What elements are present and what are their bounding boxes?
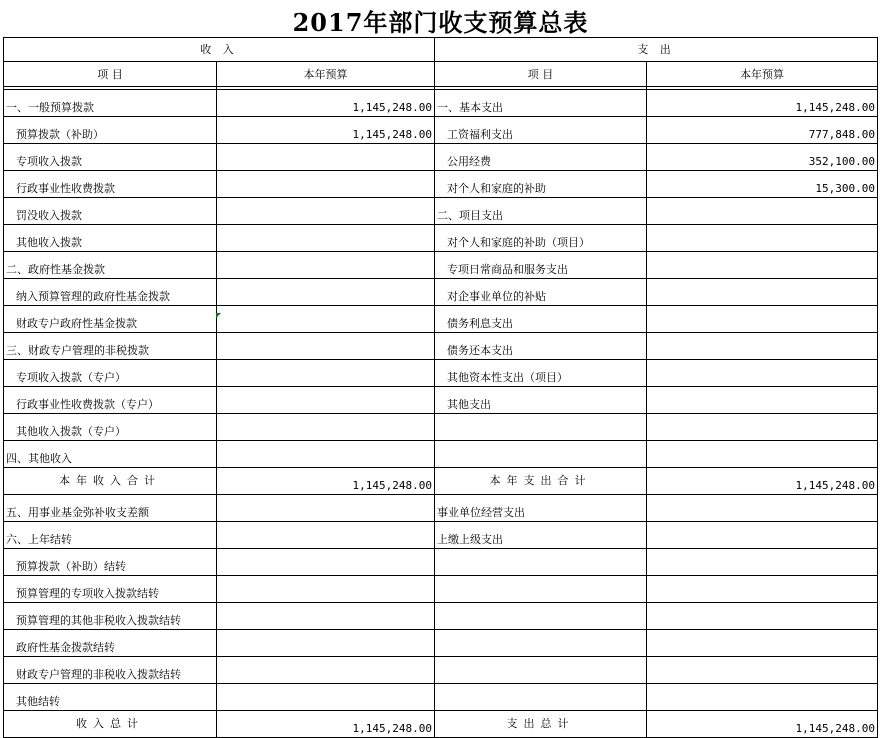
expense-budget-cell[interactable]	[647, 252, 878, 279]
income-item-cell[interactable]: 一、一般预算拨款	[4, 90, 217, 117]
expense-item-cell[interactable]: 债务利息支出	[435, 306, 647, 333]
income-item-cell[interactable]: 政府性基金拨款结转	[4, 630, 217, 657]
income-item-cell[interactable]: 四、其他收入	[4, 441, 217, 468]
income-header[interactable]: 收 入	[4, 38, 435, 62]
table-row	[4, 603, 878, 630]
expense-budget-cell[interactable]	[647, 522, 878, 549]
income-item-cell[interactable]: 三、财政专户管理的非税拨款	[4, 333, 217, 360]
expense-budget-cell[interactable]	[647, 333, 878, 360]
income-item-cell[interactable]: 专项收入拨款	[4, 144, 217, 171]
expense-budget-cell[interactable]	[647, 603, 878, 630]
expense-budget-cell[interactable]	[647, 387, 878, 414]
income-item-cell[interactable]: 预算管理的其他非税收入拨款结转	[4, 603, 217, 630]
expense-item-cell[interactable]: 其他资本性支出（项目）	[435, 360, 647, 387]
income-budget-cell[interactable]	[217, 414, 435, 441]
expense-budget-cell[interactable]	[647, 441, 878, 468]
expense-budget-cell[interactable]: 1,145,248.00	[647, 90, 878, 117]
expense-item-cell[interactable]: 二、项目支出	[435, 198, 647, 225]
expense-item-cell[interactable]: 债务还本支出	[435, 333, 647, 360]
expense-budget-cell[interactable]	[647, 549, 878, 576]
table-row	[4, 144, 878, 171]
table-row	[4, 711, 878, 738]
income-budget-cell[interactable]	[217, 279, 435, 306]
expense-budget-cell[interactable]	[647, 198, 878, 225]
table-row	[4, 657, 878, 684]
income-budget-cell[interactable]	[217, 576, 435, 603]
income-budget-cell[interactable]: 1,145,248.00	[217, 90, 435, 117]
income-budget-cell[interactable]	[217, 603, 435, 630]
expense-item-cell[interactable]	[435, 576, 647, 603]
income-budget-cell[interactable]	[217, 657, 435, 684]
income-item-header[interactable]: 项 目	[4, 62, 217, 87]
income-budget-cell[interactable]: 1,145,248.00	[217, 711, 435, 738]
income-item-cell[interactable]: 罚没收入拨款	[4, 198, 217, 225]
income-budget-cell[interactable]	[217, 549, 435, 576]
table-row	[4, 684, 878, 711]
expense-item-cell[interactable]	[435, 657, 647, 684]
income-budget-cell[interactable]	[217, 522, 435, 549]
income-budget-cell[interactable]	[217, 144, 435, 171]
table-row	[4, 387, 878, 414]
income-budget-cell[interactable]	[217, 225, 435, 252]
income-budget-cell[interactable]: 1,145,248.00	[217, 468, 435, 495]
expense-item-cell[interactable]	[435, 549, 647, 576]
table-row	[4, 495, 878, 522]
expense-item-cell[interactable]: 对个人和家庭的补助	[435, 171, 647, 198]
expense-item-cell[interactable]: 上缴上级支出	[435, 522, 647, 549]
table-row	[4, 360, 878, 387]
table-row	[4, 414, 878, 441]
expense-item-cell[interactable]: 其他支出	[435, 387, 647, 414]
income-item-cell[interactable]: 预算拨款（补助）结转	[4, 549, 217, 576]
table-row	[4, 198, 878, 225]
table-row	[4, 279, 878, 306]
expense-budget-cell[interactable]	[647, 630, 878, 657]
income-item-cell[interactable]: 纳入预算管理的政府性基金拨款	[4, 279, 217, 306]
expense-budget-cell[interactable]	[647, 414, 878, 441]
income-item-cell[interactable]: 财政专户管理的非税收入拨款结转	[4, 657, 217, 684]
expense-budget-cell[interactable]	[647, 495, 878, 522]
income-budget-cell[interactable]	[217, 252, 435, 279]
income-budget-cell[interactable]	[217, 495, 435, 522]
expense-item-header[interactable]: 项 目	[435, 62, 647, 87]
income-item-cell[interactable]: 行政事业性收费拨款	[4, 171, 217, 198]
income-budget-cell[interactable]	[217, 684, 435, 711]
table-row	[4, 630, 878, 657]
expense-item-cell[interactable]	[435, 630, 647, 657]
table-row	[4, 225, 878, 252]
budget-table	[3, 37, 878, 738]
table-row	[4, 90, 878, 117]
table-row	[4, 549, 878, 576]
income-item-cell[interactable]: 本年收入合计	[4, 468, 217, 495]
expense-item-cell[interactable]: 专项日常商品和服务支出	[435, 252, 647, 279]
expense-item-cell[interactable]: 本年支出合计	[435, 468, 647, 495]
income-budget-cell[interactable]	[217, 171, 435, 198]
expense-budget-cell[interactable]: 15,300.00	[647, 171, 878, 198]
expense-budget-cell[interactable]	[647, 684, 878, 711]
income-budget-cell[interactable]	[217, 441, 435, 468]
income-item-cell[interactable]: 财政专户政府性基金拨款	[4, 306, 217, 333]
expense-item-cell[interactable]: 支出总计	[435, 711, 647, 738]
expense-budget-cell[interactable]: 1,145,248.00	[647, 468, 878, 495]
expense-item-cell[interactable]: 事业单位经营支出	[435, 495, 647, 522]
page-title: 2017年部门收支预算总表	[292, 8, 589, 37]
table-row	[4, 252, 878, 279]
expense-item-cell[interactable]	[435, 684, 647, 711]
expense-item-cell[interactable]: 工资福利支出	[435, 117, 647, 144]
expense-item-cell[interactable]: 一、基本支出	[435, 90, 647, 117]
expense-budget-cell[interactable]	[647, 360, 878, 387]
expense-header[interactable]: 支 出	[435, 38, 878, 62]
cell-comment-marker	[216, 313, 221, 318]
table-row	[4, 441, 878, 468]
expense-budget-cell[interactable]	[647, 657, 878, 684]
header-row-sections	[4, 38, 878, 62]
income-budget-cell[interactable]	[217, 198, 435, 225]
income-budget-cell[interactable]	[217, 333, 435, 360]
income-item-cell[interactable]: 行政事业性收费拨款（专户）	[4, 387, 217, 414]
income-budget-cell[interactable]	[217, 630, 435, 657]
income-item-cell[interactable]: 六、上年结转	[4, 522, 217, 549]
income-budget-cell[interactable]	[217, 306, 435, 333]
table-row	[4, 468, 878, 495]
income-item-cell[interactable]: 其他收入拨款（专户）	[4, 414, 217, 441]
expense-budget-cell[interactable]	[647, 279, 878, 306]
expense-budget-header[interactable]: 本年预算	[647, 62, 878, 87]
expense-budget-cell[interactable]	[647, 576, 878, 603]
income-item-cell[interactable]: 预算管理的专项收入拨款结转	[4, 576, 217, 603]
expense-item-cell[interactable]: 公用经费	[435, 144, 647, 171]
table-row	[4, 306, 878, 333]
income-budget-cell[interactable]	[217, 360, 435, 387]
income-item-cell[interactable]: 其他结转	[4, 684, 217, 711]
table-row	[4, 333, 878, 360]
income-item-cell[interactable]: 二、政府性基金拨款	[4, 252, 217, 279]
expense-item-cell[interactable]: 对个人和家庭的补助（项目）	[435, 225, 647, 252]
expense-budget-cell[interactable]: 352,100.00	[647, 144, 878, 171]
income-item-cell[interactable]: 收入总计	[4, 711, 217, 738]
income-item-cell[interactable]: 五、用事业基金弥补收支差额	[4, 495, 217, 522]
table-row	[4, 117, 878, 144]
expense-item-cell[interactable]	[435, 414, 647, 441]
expense-item-cell[interactable]	[435, 603, 647, 630]
table-row	[4, 522, 878, 549]
expense-budget-cell[interactable]	[647, 306, 878, 333]
expense-item-cell[interactable]	[435, 441, 647, 468]
expense-budget-cell[interactable]: 777,848.00	[647, 117, 878, 144]
expense-budget-cell[interactable]	[647, 225, 878, 252]
expense-item-cell[interactable]: 对企事业单位的补贴	[435, 279, 647, 306]
income-budget-cell[interactable]: 1,145,248.00	[217, 117, 435, 144]
table-row	[4, 576, 878, 603]
income-item-cell[interactable]: 专项收入拨款（专户）	[4, 360, 217, 387]
income-item-cell[interactable]: 预算拨款（补助）	[4, 117, 217, 144]
table-row	[4, 171, 878, 198]
income-budget-cell[interactable]	[217, 387, 435, 414]
income-item-cell[interactable]: 其他收入拨款	[4, 225, 217, 252]
header-row-columns	[4, 62, 878, 87]
income-budget-header[interactable]: 本年预算	[217, 62, 435, 87]
expense-budget-cell[interactable]: 1,145,248.00	[647, 711, 878, 738]
